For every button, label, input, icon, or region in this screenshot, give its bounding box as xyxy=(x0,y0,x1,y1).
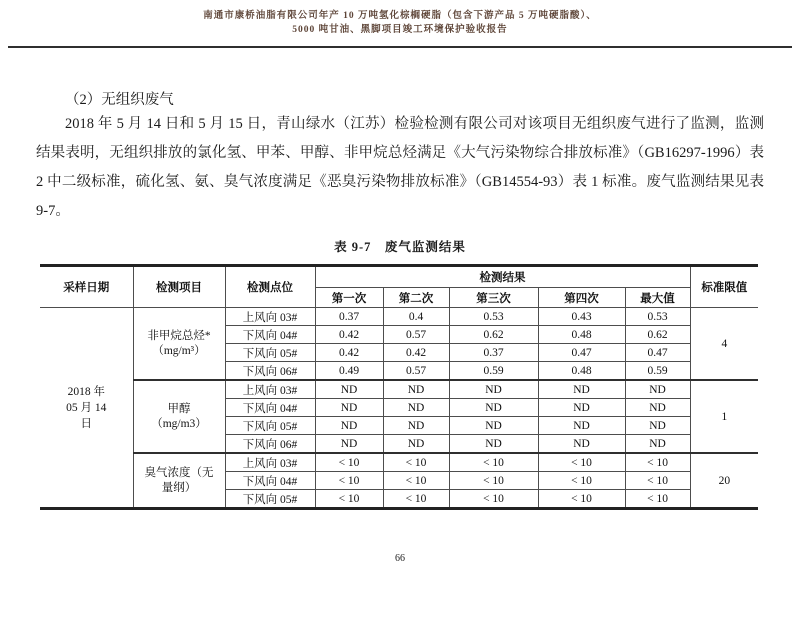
value-cell: 0.62 xyxy=(449,326,538,344)
value-cell: 0.62 xyxy=(625,326,690,344)
col-header-sample-date: 采样日期 xyxy=(40,266,133,308)
point-cell: 上风向 03# xyxy=(225,453,315,472)
table-header-row-1 xyxy=(40,266,758,288)
col-header-run-2: 第二次 xyxy=(383,288,449,308)
value-cell: 0.43 xyxy=(538,308,625,326)
value-cell: 0.59 xyxy=(625,362,690,381)
value-cell: < 10 xyxy=(625,472,690,490)
table-title: 表 9-7 废气监测结果 xyxy=(334,240,466,254)
header-line-1: 南通市康桥油脂有限公司年产 10 万吨氢化棕榈硬脂（包含下游产品 5 万吨硬脂酸）、 xyxy=(203,11,597,21)
table-row xyxy=(40,380,758,399)
value-cell: 0.37 xyxy=(315,308,383,326)
value-cell: ND xyxy=(538,435,625,454)
col-header-item: 检测项目 xyxy=(133,266,225,308)
value-cell: ND xyxy=(383,380,449,399)
table-row xyxy=(40,308,758,326)
value-cell: 0.57 xyxy=(383,326,449,344)
value-cell: ND xyxy=(625,380,690,399)
value-cell: ND xyxy=(383,435,449,454)
value-cell: 0.57 xyxy=(383,362,449,381)
value-cell: ND xyxy=(315,417,383,435)
body-paragraph: 2018 年 5 月 14 日和 5 月 15 日，青山绿水（江苏）检验检测有限公司对该项目无组织废气进行了监测，监测结果表明，无组织排放的氯化氢、甲苯、甲醇、非甲烷总烃满足《大气污染物综合排放标准》（GB16297-1996）表 2 中二级标准，硫化氢、氨、臭气浓度满足《恶臭污染物排放标准》（GB14554-93）表 1 标准。废气监测结果见表 9-7。 xyxy=(36,116,764,219)
value-cell: < 10 xyxy=(538,490,625,509)
value-cell: ND xyxy=(383,417,449,435)
value-cell: 0.48 xyxy=(538,326,625,344)
value-cell: < 10 xyxy=(449,453,538,472)
page-number: 66 xyxy=(395,553,405,564)
point-cell: 下风向 05# xyxy=(225,490,315,509)
point-cell: 下风向 04# xyxy=(225,472,315,490)
header-divider xyxy=(8,46,792,48)
value-cell: < 10 xyxy=(538,472,625,490)
point-cell: 下风向 06# xyxy=(225,362,315,381)
value-cell: < 10 xyxy=(315,472,383,490)
value-cell: 0.53 xyxy=(625,308,690,326)
point-cell: 下风向 04# xyxy=(225,326,315,344)
point-cell: 下风向 05# xyxy=(225,417,315,435)
table-row xyxy=(40,453,758,472)
item-cell: 臭气浓度（无 量纲） xyxy=(133,453,225,509)
limit-cell: 1 xyxy=(690,380,758,453)
sample-date-cell: 2018 年 05 月 14 日 xyxy=(40,308,133,509)
table-body xyxy=(40,308,758,509)
value-cell: < 10 xyxy=(383,490,449,509)
value-cell: 0.59 xyxy=(449,362,538,381)
section-heading: （2）无组织废气 xyxy=(65,92,174,108)
item-cell: 非甲烷总烃* （mg/m³） xyxy=(133,308,225,381)
value-cell: ND xyxy=(625,435,690,454)
monitoring-table-wrap xyxy=(40,264,758,510)
value-cell: ND xyxy=(315,435,383,454)
point-cell: 下风向 05# xyxy=(225,344,315,362)
value-cell: 0.47 xyxy=(538,344,625,362)
value-cell: ND xyxy=(449,435,538,454)
point-cell: 上风向 03# xyxy=(225,380,315,399)
limit-cell: 4 xyxy=(690,308,758,381)
header-line-2: 5000 吨甘油、黑脚项目竣工环境保护验收报告 xyxy=(292,25,508,35)
col-header-run-1: 第一次 xyxy=(315,288,383,308)
value-cell: 0.53 xyxy=(449,308,538,326)
value-cell: < 10 xyxy=(625,453,690,472)
limit-cell: 20 xyxy=(690,453,758,509)
value-cell: < 10 xyxy=(383,453,449,472)
value-cell: 0.4 xyxy=(383,308,449,326)
col-header-run-3: 第三次 xyxy=(449,288,538,308)
value-cell: < 10 xyxy=(315,453,383,472)
value-cell: 0.48 xyxy=(538,362,625,381)
value-cell: < 10 xyxy=(449,490,538,509)
value-cell: 0.42 xyxy=(383,344,449,362)
value-cell: 0.42 xyxy=(315,344,383,362)
value-cell: ND xyxy=(625,399,690,417)
value-cell: ND xyxy=(538,380,625,399)
value-cell: 0.49 xyxy=(315,362,383,381)
col-header-limit: 标准限值 xyxy=(690,266,758,308)
col-header-result: 检测结果 xyxy=(315,266,690,288)
value-cell: < 10 xyxy=(538,453,625,472)
value-cell: ND xyxy=(625,417,690,435)
value-cell: < 10 xyxy=(449,472,538,490)
value-cell: ND xyxy=(449,399,538,417)
value-cell: 0.37 xyxy=(449,344,538,362)
value-cell: 0.42 xyxy=(315,326,383,344)
value-cell: 0.47 xyxy=(625,344,690,362)
value-cell: < 10 xyxy=(315,490,383,509)
point-cell: 上风向 03# xyxy=(225,308,315,326)
point-cell: 下风向 06# xyxy=(225,435,315,454)
page-header xyxy=(0,9,800,37)
item-cell: 甲醇 （mg/m3） xyxy=(133,380,225,453)
value-cell: ND xyxy=(538,399,625,417)
value-cell: ND xyxy=(315,399,383,417)
point-cell: 下风向 04# xyxy=(225,399,315,417)
value-cell: ND xyxy=(383,399,449,417)
value-cell: < 10 xyxy=(383,472,449,490)
col-header-run-max: 最大值 xyxy=(625,288,690,308)
value-cell: ND xyxy=(449,417,538,435)
value-cell: ND xyxy=(449,380,538,399)
col-header-run-4: 第四次 xyxy=(538,288,625,308)
value-cell: ND xyxy=(315,380,383,399)
monitoring-table xyxy=(40,264,758,510)
value-cell: < 10 xyxy=(625,490,690,509)
col-header-point: 检测点位 xyxy=(225,266,315,308)
value-cell: ND xyxy=(538,417,625,435)
